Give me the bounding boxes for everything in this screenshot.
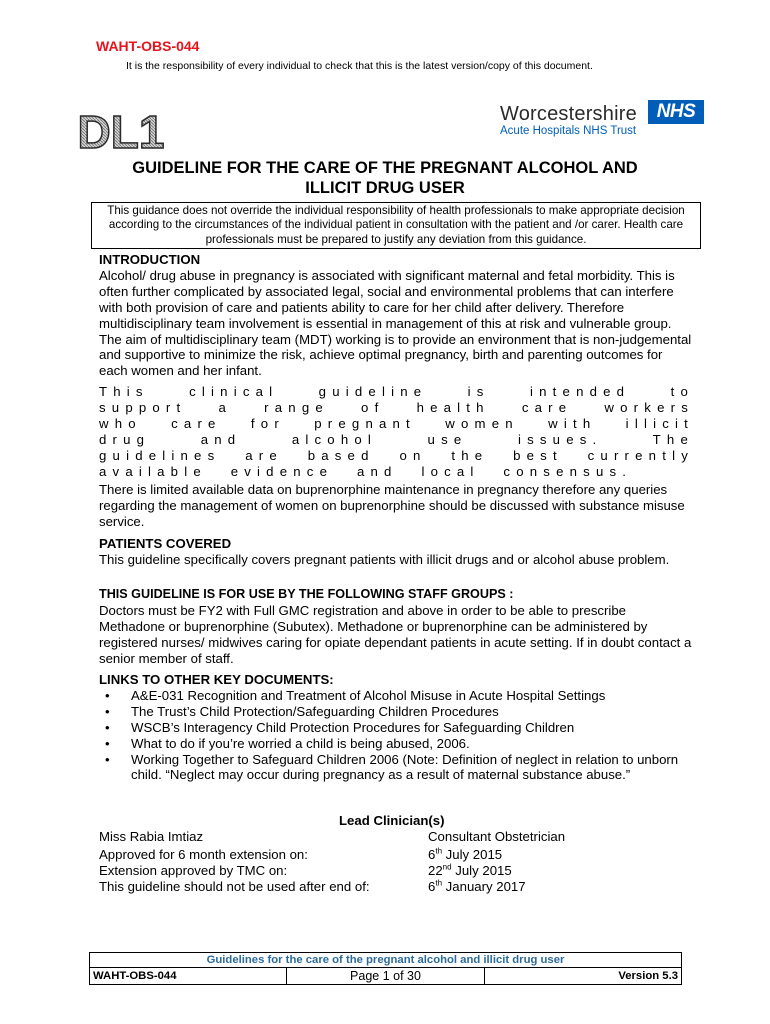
trust-subtitle: Acute Hospitals NHS Trust — [500, 125, 637, 137]
document-title — [60, 158, 710, 198]
link-item[interactable]: • What to do if you’re worried a child is being abused, 2006. — [131, 736, 694, 752]
introduction-para-2: This clinical guideline is intended to support a range of health care workers who care for pregnant women with illicit drug and alcohol use issues. The guidelines are based on the best currently available evidence and local consensus. — [99, 384, 694, 479]
introduction-para-3: There is limited available data on buprenorphine maintenance in pregnancy therefore any queries regarding the management of women on buprenorphine should be discussed with substance misuse service. — [99, 482, 685, 529]
introduction-para-1: Alcohol/ drug abuse in pregnancy is associated with significant maternal and fetal morbidity. This is often further complicated by associated legal, social and environmental problems that can interfere with both provision of care and patients ability to care for her child after delivery. Therefore multidisciplinary team involvement is essential in management of this at risk and vulnerable group. The aim of multidisciplinary team (MDT) working is to provide an environment that is non-judgemental and supportive to minimize the risk, achieve optimal pregnancy, birth and parenting outcomes for each women and her infant. — [99, 267, 692, 379]
staff-groups-heading: THIS GUIDELINE IS FOR USE BY THE FOLLOWING STAFF GROUPS : — [99, 587, 514, 601]
patients-covered-section — [99, 536, 694, 568]
approved-row — [99, 847, 619, 863]
staff-groups-section — [99, 587, 694, 667]
lead-clinician-heading: Lead Clinician(s) — [339, 813, 445, 828]
approved-date: 6th July 2015 — [428, 846, 503, 862]
responsibility-notice: It is the responsibility of every individual to check that this is the latest version/copy of this document. — [126, 60, 593, 72]
footer-row — [89, 967, 682, 985]
extension-row — [99, 863, 619, 879]
clinician-row — [99, 829, 619, 845]
expiry-row — [99, 879, 619, 895]
clinician-name: Miss Rabia Imtiaz — [99, 829, 204, 844]
expiry-label: This guideline should not be used after end of: — [99, 879, 370, 894]
footer-version: Version 5.3 — [618, 970, 678, 982]
expiry-date: 6th January 2017 — [428, 878, 526, 894]
links-list — [99, 688, 694, 783]
trust-name: Worcestershire — [500, 103, 637, 125]
introduction-heading: INTRODUCTION — [99, 252, 201, 267]
disclaimer-box: This guidance does not override the individual responsibility of health professionals to make appropriate decision according to the circumstances of the individual patient in consultation with the patient and /or carer. Health care professionals must be prepared to justify any deviation from this guidance. — [91, 202, 701, 249]
extension-label: Extension approved by TMC on: — [99, 863, 288, 878]
staff-groups-text: Doctors must be FY2 with Full GMC registration and above in order to be able to prescribe Methadone or buprenorphine (Subutex). Methadone or buprenorphine can be administered by registered nurses/ midwives caring for opiate dependant patients in acute setting. If in doubt contact a senior member of staff. — [99, 602, 692, 666]
introduction-section — [99, 252, 694, 379]
approved-label: Approved for 6 month extension on: — [99, 847, 308, 862]
link-item[interactable]: • A&E-031 Recognition and Treatment of Alcohol Misuse in Acute Hospital Settings — [131, 688, 694, 704]
patients-covered-heading: PATIENTS COVERED — [99, 536, 232, 551]
trust-logo — [500, 103, 637, 137]
patients-covered-text: This guideline specifically covers pregnant patients with illicit drugs and or alcohol abuse problem. — [99, 551, 670, 567]
footer-code: WAHT-OBS-044 — [93, 970, 177, 982]
link-item[interactable]: • Working Together to Safeguard Children 2006 (Note: Definition of neglect in relation to unborn child. “Neglect may occur during pregnancy as a result of maternal substance abuse.” — [131, 752, 694, 784]
footer-title: Guidelines for the care of the pregnant alcohol and illicit drug user — [89, 952, 682, 967]
links-heading: LINKS TO OTHER KEY DOCUMENTS: — [99, 672, 334, 687]
extension-date: 22nd July 2015 — [428, 862, 512, 878]
dl1-badge — [77, 98, 165, 158]
link-item[interactable]: • WSCB’s Interagency Child Protection Procedures for Safeguarding Children — [131, 720, 694, 736]
clinician-role: Consultant Obstetrician — [428, 829, 566, 844]
links-section — [99, 672, 694, 783]
nhs-logo: NHS — [648, 100, 704, 124]
document-code: WAHT-OBS-044 — [96, 38, 200, 54]
footer-page: Page 1 of 30 — [286, 968, 484, 984]
link-item[interactable]: • The Trust’s Child Protection/Safeguarding Children Procedures — [131, 704, 694, 720]
title-line-2: ILLICIT DRUG USER — [305, 179, 465, 197]
dl1-badge-text: DL1 — [77, 106, 165, 158]
title-line-1: GUIDELINE FOR THE CARE OF THE PREGNANT ALCOHOL AND — [132, 159, 638, 177]
page-footer — [89, 952, 682, 985]
